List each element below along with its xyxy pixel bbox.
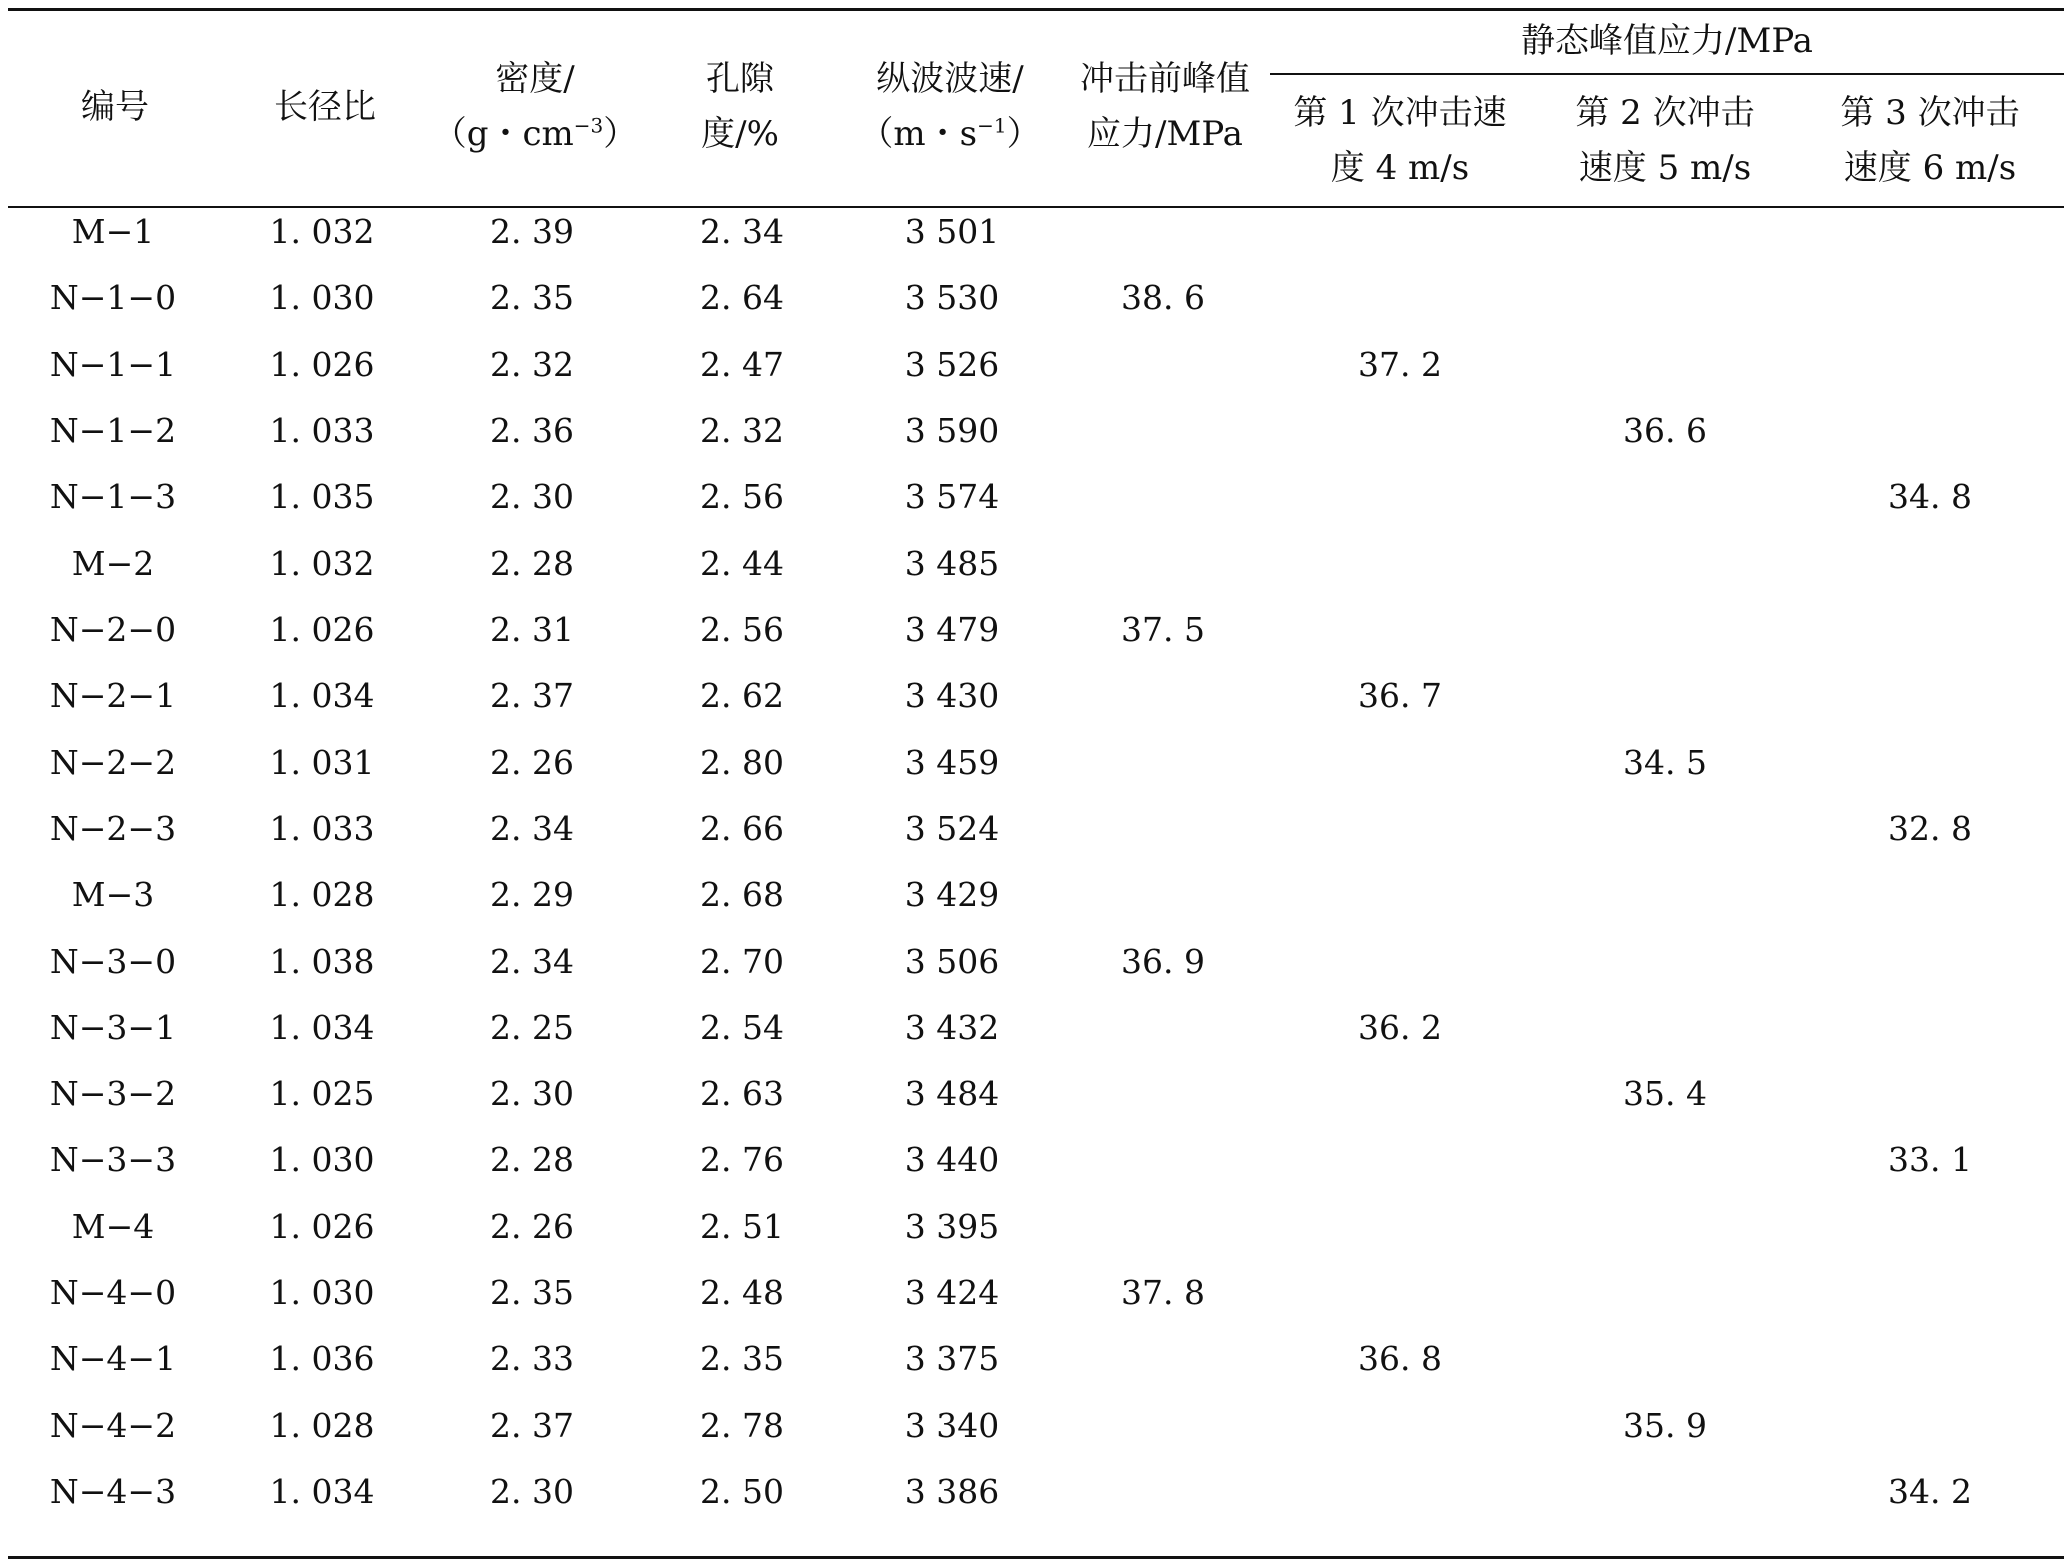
cell-velocity: 3 501	[904, 212, 1000, 251]
cell-ratio: 1. 026	[269, 609, 375, 649]
cell-porosity: 2. 50	[700, 1472, 784, 1512]
header-density: 密度/ （g・$cm^{-3}$）	[432, 59, 638, 154]
cell-porosity: 2. 48	[700, 1273, 784, 1313]
cell-density: 2. 29	[490, 875, 574, 915]
cell-pre: 37. 5	[1121, 609, 1205, 649]
cell-imp2: 35. 4	[1623, 1074, 1707, 1114]
cell-velocity: 3 526	[904, 344, 1000, 384]
static-group-rule	[1270, 73, 2064, 75]
cell-ratio: 1. 035	[269, 477, 375, 517]
cell-ratio: 1. 030	[269, 1273, 375, 1313]
cell-density: 2. 37	[490, 1405, 574, 1445]
header-porosity: 孔隙 度/%	[701, 59, 779, 154]
header-id: 编号	[81, 87, 149, 127]
header-static-peak-stress: 静态峰值应力/MPa	[1521, 21, 1813, 61]
cell-ratio: 1. 034	[269, 676, 375, 716]
cell-density: 2. 33	[490, 1339, 574, 1379]
cell-porosity: 2. 76	[700, 1140, 784, 1180]
cell-pre: 38. 6	[1121, 278, 1205, 318]
cell-velocity: 3 340	[904, 1405, 1000, 1445]
cell-ratio: 1. 034	[269, 1472, 375, 1512]
cell-id: N−3−3	[49, 1140, 177, 1180]
header-pre-impact-stress: 冲击前峰值 应力/MPa	[1080, 59, 1250, 154]
cell-velocity: 3 395	[904, 1206, 1000, 1246]
cell-density: 2. 37	[490, 676, 574, 716]
cell-velocity: 3 590	[904, 410, 1000, 450]
cell-id: N−2−0	[49, 609, 177, 649]
cell-velocity: 3 574	[904, 477, 1000, 517]
cell-ratio: 1. 026	[269, 344, 375, 384]
cell-porosity: 2. 66	[700, 808, 784, 848]
cell-porosity: 2. 47	[700, 344, 784, 384]
cell-velocity: 3 530	[904, 278, 1000, 318]
cell-porosity: 2. 70	[700, 941, 784, 981]
cell-ratio: 1. 033	[269, 410, 375, 450]
cell-velocity: 3 479	[904, 609, 1000, 649]
cell-imp3: 34. 8	[1888, 477, 1972, 517]
cell-density: 2. 30	[490, 477, 574, 517]
cell-velocity: 3 429	[904, 875, 1000, 915]
cell-id: N−2−2	[49, 742, 177, 782]
cell-id: N−3−2	[49, 1074, 177, 1114]
cell-porosity: 2. 35	[700, 1339, 784, 1379]
cell-ratio: 1. 030	[269, 278, 375, 318]
cell-porosity: 2. 51	[700, 1206, 784, 1246]
cell-imp2: 36. 6	[1623, 410, 1707, 450]
cell-pre: 36. 9	[1121, 941, 1205, 981]
header-velocity: 纵波波速/ （m・$s^{-1}$）	[859, 59, 1041, 154]
cell-id: N−2−3	[49, 808, 177, 848]
cell-velocity: 3 386	[904, 1472, 1000, 1512]
cell-velocity: 3 440	[904, 1140, 1000, 1180]
cell-porosity: 2. 32	[700, 410, 784, 450]
cell-pre: 37. 8	[1121, 1273, 1205, 1313]
cell-id: N−1−1	[49, 344, 177, 384]
cell-velocity: 3 484	[904, 1074, 1000, 1114]
cell-id: N−4−1	[49, 1339, 177, 1379]
header-impact-2: 第 2 次冲击 速度 5 m/s	[1575, 93, 1755, 188]
cell-ratio: 1. 026	[269, 1206, 375, 1246]
cell-id: N−3−0	[49, 941, 177, 981]
cell-ratio: 1. 038	[269, 941, 375, 981]
cell-velocity: 3 432	[904, 1007, 1000, 1047]
cell-velocity: 3 375	[904, 1339, 1000, 1379]
cell-id: N−1−0	[49, 278, 177, 318]
cell-porosity: 2. 64	[700, 278, 784, 318]
cell-velocity: 3 459	[904, 742, 1000, 782]
cell-velocity: 3 430	[904, 676, 1000, 716]
cell-density: 2. 30	[490, 1472, 574, 1512]
cell-imp3: 32. 8	[1888, 808, 1972, 848]
cell-id: N−3−1	[49, 1007, 177, 1047]
cell-porosity: 2. 34	[700, 212, 784, 251]
cell-ratio: 1. 032	[269, 543, 375, 583]
cell-porosity: 2. 78	[700, 1405, 784, 1445]
cell-velocity: 3 524	[904, 808, 1000, 848]
cell-imp1: 36. 2	[1358, 1007, 1442, 1047]
table-top-rule	[8, 8, 2064, 11]
cell-imp2: 34. 5	[1623, 742, 1707, 782]
cell-density: 2. 28	[490, 543, 574, 583]
cell-imp2: 35. 9	[1623, 1405, 1707, 1445]
cell-velocity: 3 485	[904, 543, 1000, 583]
cell-ratio: 1. 033	[269, 808, 375, 848]
cell-porosity: 2. 54	[700, 1007, 784, 1047]
cell-porosity: 2. 68	[700, 875, 784, 915]
cell-id: N−1−2	[49, 410, 177, 450]
cell-imp3: 33. 1	[1888, 1140, 1972, 1180]
cell-ratio: 1. 034	[269, 1007, 375, 1047]
cell-density: 2. 34	[490, 941, 574, 981]
cell-ratio: 1. 031	[269, 742, 375, 782]
cell-id: M−3	[71, 875, 155, 915]
header-impact-3: 第 3 次冲击 速度 6 m/s	[1840, 93, 2020, 188]
cell-id: M−1	[71, 212, 155, 251]
cell-density: 2. 35	[490, 278, 574, 318]
cell-porosity: 2. 56	[700, 609, 784, 649]
cell-id: N−2−1	[49, 676, 177, 716]
cell-porosity: 2. 80	[700, 742, 784, 782]
cell-porosity: 2. 63	[700, 1074, 784, 1114]
cell-ratio: 1. 028	[269, 875, 375, 915]
cell-id: M−2	[71, 543, 155, 583]
cell-density: 2. 30	[490, 1074, 574, 1114]
cell-velocity: 3 506	[904, 941, 1000, 981]
cell-id: M−4	[71, 1206, 155, 1246]
table-bottom-rule	[8, 1556, 2064, 1559]
cell-density: 2. 32	[490, 344, 574, 384]
cell-velocity: 3 424	[904, 1273, 1000, 1313]
cell-density: 2. 26	[490, 1206, 574, 1246]
cell-imp1: 36. 8	[1358, 1339, 1442, 1379]
cell-density: 2. 39	[490, 212, 574, 251]
cell-density: 2. 35	[490, 1273, 574, 1313]
cell-density: 2. 25	[490, 1007, 574, 1047]
cell-ratio: 1. 032	[269, 212, 375, 251]
cell-ratio: 1. 028	[269, 1405, 375, 1445]
cell-imp3: 34. 2	[1888, 1472, 1972, 1512]
cell-porosity: 2. 62	[700, 676, 784, 716]
cell-ratio: 1. 036	[269, 1339, 375, 1379]
cell-density: 2. 36	[490, 410, 574, 450]
cell-id: N−4−3	[49, 1472, 177, 1512]
header-impact-1: 第 1 次冲击速 度 4 m/s	[1293, 93, 1507, 188]
cell-density: 2. 26	[490, 742, 574, 782]
cell-porosity: 2. 44	[700, 543, 784, 583]
cell-ratio: 1. 025	[269, 1074, 375, 1114]
cell-imp1: 36. 7	[1358, 676, 1442, 716]
cell-density: 2. 31	[490, 609, 574, 649]
cell-id: N−4−2	[49, 1405, 177, 1445]
cell-density: 2. 28	[490, 1140, 574, 1180]
cell-ratio: 1. 030	[269, 1140, 375, 1180]
cell-id: N−1−3	[49, 477, 177, 517]
cell-id: N−4−0	[49, 1273, 177, 1313]
table-header-rule	[8, 206, 2064, 208]
cell-density: 2. 34	[490, 808, 574, 848]
header-ratio: 长径比	[274, 87, 376, 127]
cell-imp1: 37. 2	[1358, 344, 1442, 384]
cell-porosity: 2. 56	[700, 477, 784, 517]
